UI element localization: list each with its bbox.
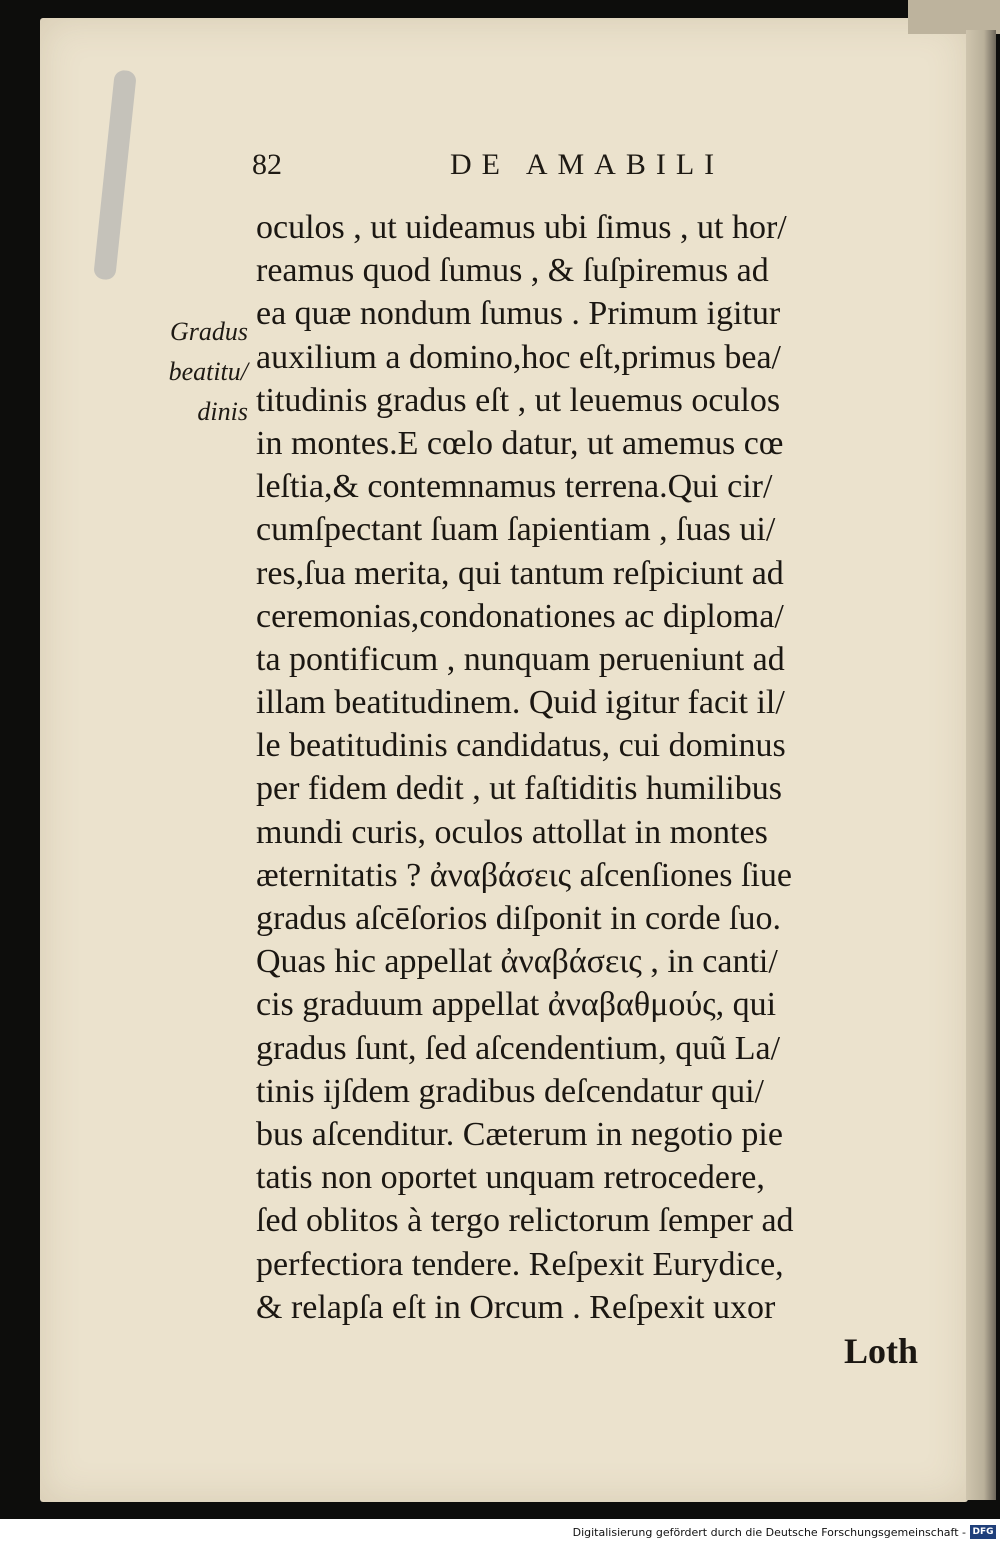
margin-note-line: Gradus	[169, 317, 248, 346]
margin-note-line: beatitu/	[168, 357, 248, 386]
text-line: cumſpectant ſuam ſapientiam , ſuas ui/	[256, 511, 776, 549]
catchword: Loth	[843, 1331, 918, 1371]
text-line: per fidem dedit , ut faſtiditis humilibus	[256, 770, 782, 808]
text-line: Quas hic appellat ἀναβάσεις , in canti/	[256, 943, 778, 981]
text-line: in montes.E cœlo datur, ut amemus cœ	[256, 424, 784, 462]
text-line: le beatitudinis candidatus, cui dominus	[256, 727, 786, 765]
page-edge-top	[908, 0, 1000, 34]
text-line: ſed oblitos à tergo relictorum ſemper ad	[256, 1202, 794, 1240]
margin-note-line: dinis	[197, 397, 248, 426]
text-line: gradus ſunt, ſed aſcendentium, quũ La/	[256, 1029, 781, 1067]
body-text	[256, 206, 916, 1329]
text-line: res,ſua merita, qui tantum reſpiciunt ad	[256, 554, 784, 592]
text-line: bus aſcenditur. Cæterum in negotio pie	[256, 1115, 783, 1153]
text-line: titudinis gradus eſt , ut leuemus oculos	[256, 381, 781, 419]
text-line: auxilium a domino,hoc eſt,primus bea/	[256, 338, 782, 376]
page-header	[0, 148, 1000, 192]
text-line: tatis non oportet unquam retrocedere,	[256, 1159, 765, 1197]
running-title: DE AMABILI	[450, 148, 725, 181]
text-line: tinis ijſdem gradibus deſcendatur qui/	[256, 1072, 765, 1110]
text-line: ta pontificum , nunquam perueniunt ad	[256, 640, 785, 678]
text-line: oculos , ut uideamus ubi ſimus , ut hor/	[256, 209, 787, 246]
text-line: æternitatis ? ἀναβάσεις aſcenſiones ſiue	[256, 856, 792, 894]
text-line: gradus aſcēſorios diſponit in corde ſuo.	[256, 900, 781, 937]
footer-credit: Digitalisierung gefördert durch die Deutsche Forschungsgemeinschaft -	[572, 1526, 966, 1539]
text-line: illam beatitudinem. Quid igitur facit il/	[256, 684, 785, 722]
text-line: perfectiora tendere. Reſpexit Eurydice,	[256, 1245, 784, 1283]
dfg-logo-icon: DFG	[970, 1525, 996, 1539]
text-line: ea quæ nondum ſumus . Primum igitur	[256, 295, 781, 333]
digitization-footer	[0, 1519, 1000, 1547]
text-line: ceremonias,condonationes ac diploma/	[256, 597, 784, 635]
text-line: & relapſa eſt in Orcum . Reſpexit uxor	[256, 1288, 776, 1326]
text-line: leſtia,& contemnamus terrena.Qui cir/	[256, 468, 773, 506]
text-line: reamus quod ſumus , & ſuſpiremus ad	[256, 252, 769, 290]
page-number: 82	[252, 148, 282, 181]
text-line: cis graduum appellat ἀναβαθμούς, qui	[256, 986, 777, 1024]
page-edge-right	[966, 30, 996, 1500]
margin-note	[138, 312, 248, 432]
text-line: mundi curis, oculos attollat in montes	[256, 813, 768, 851]
